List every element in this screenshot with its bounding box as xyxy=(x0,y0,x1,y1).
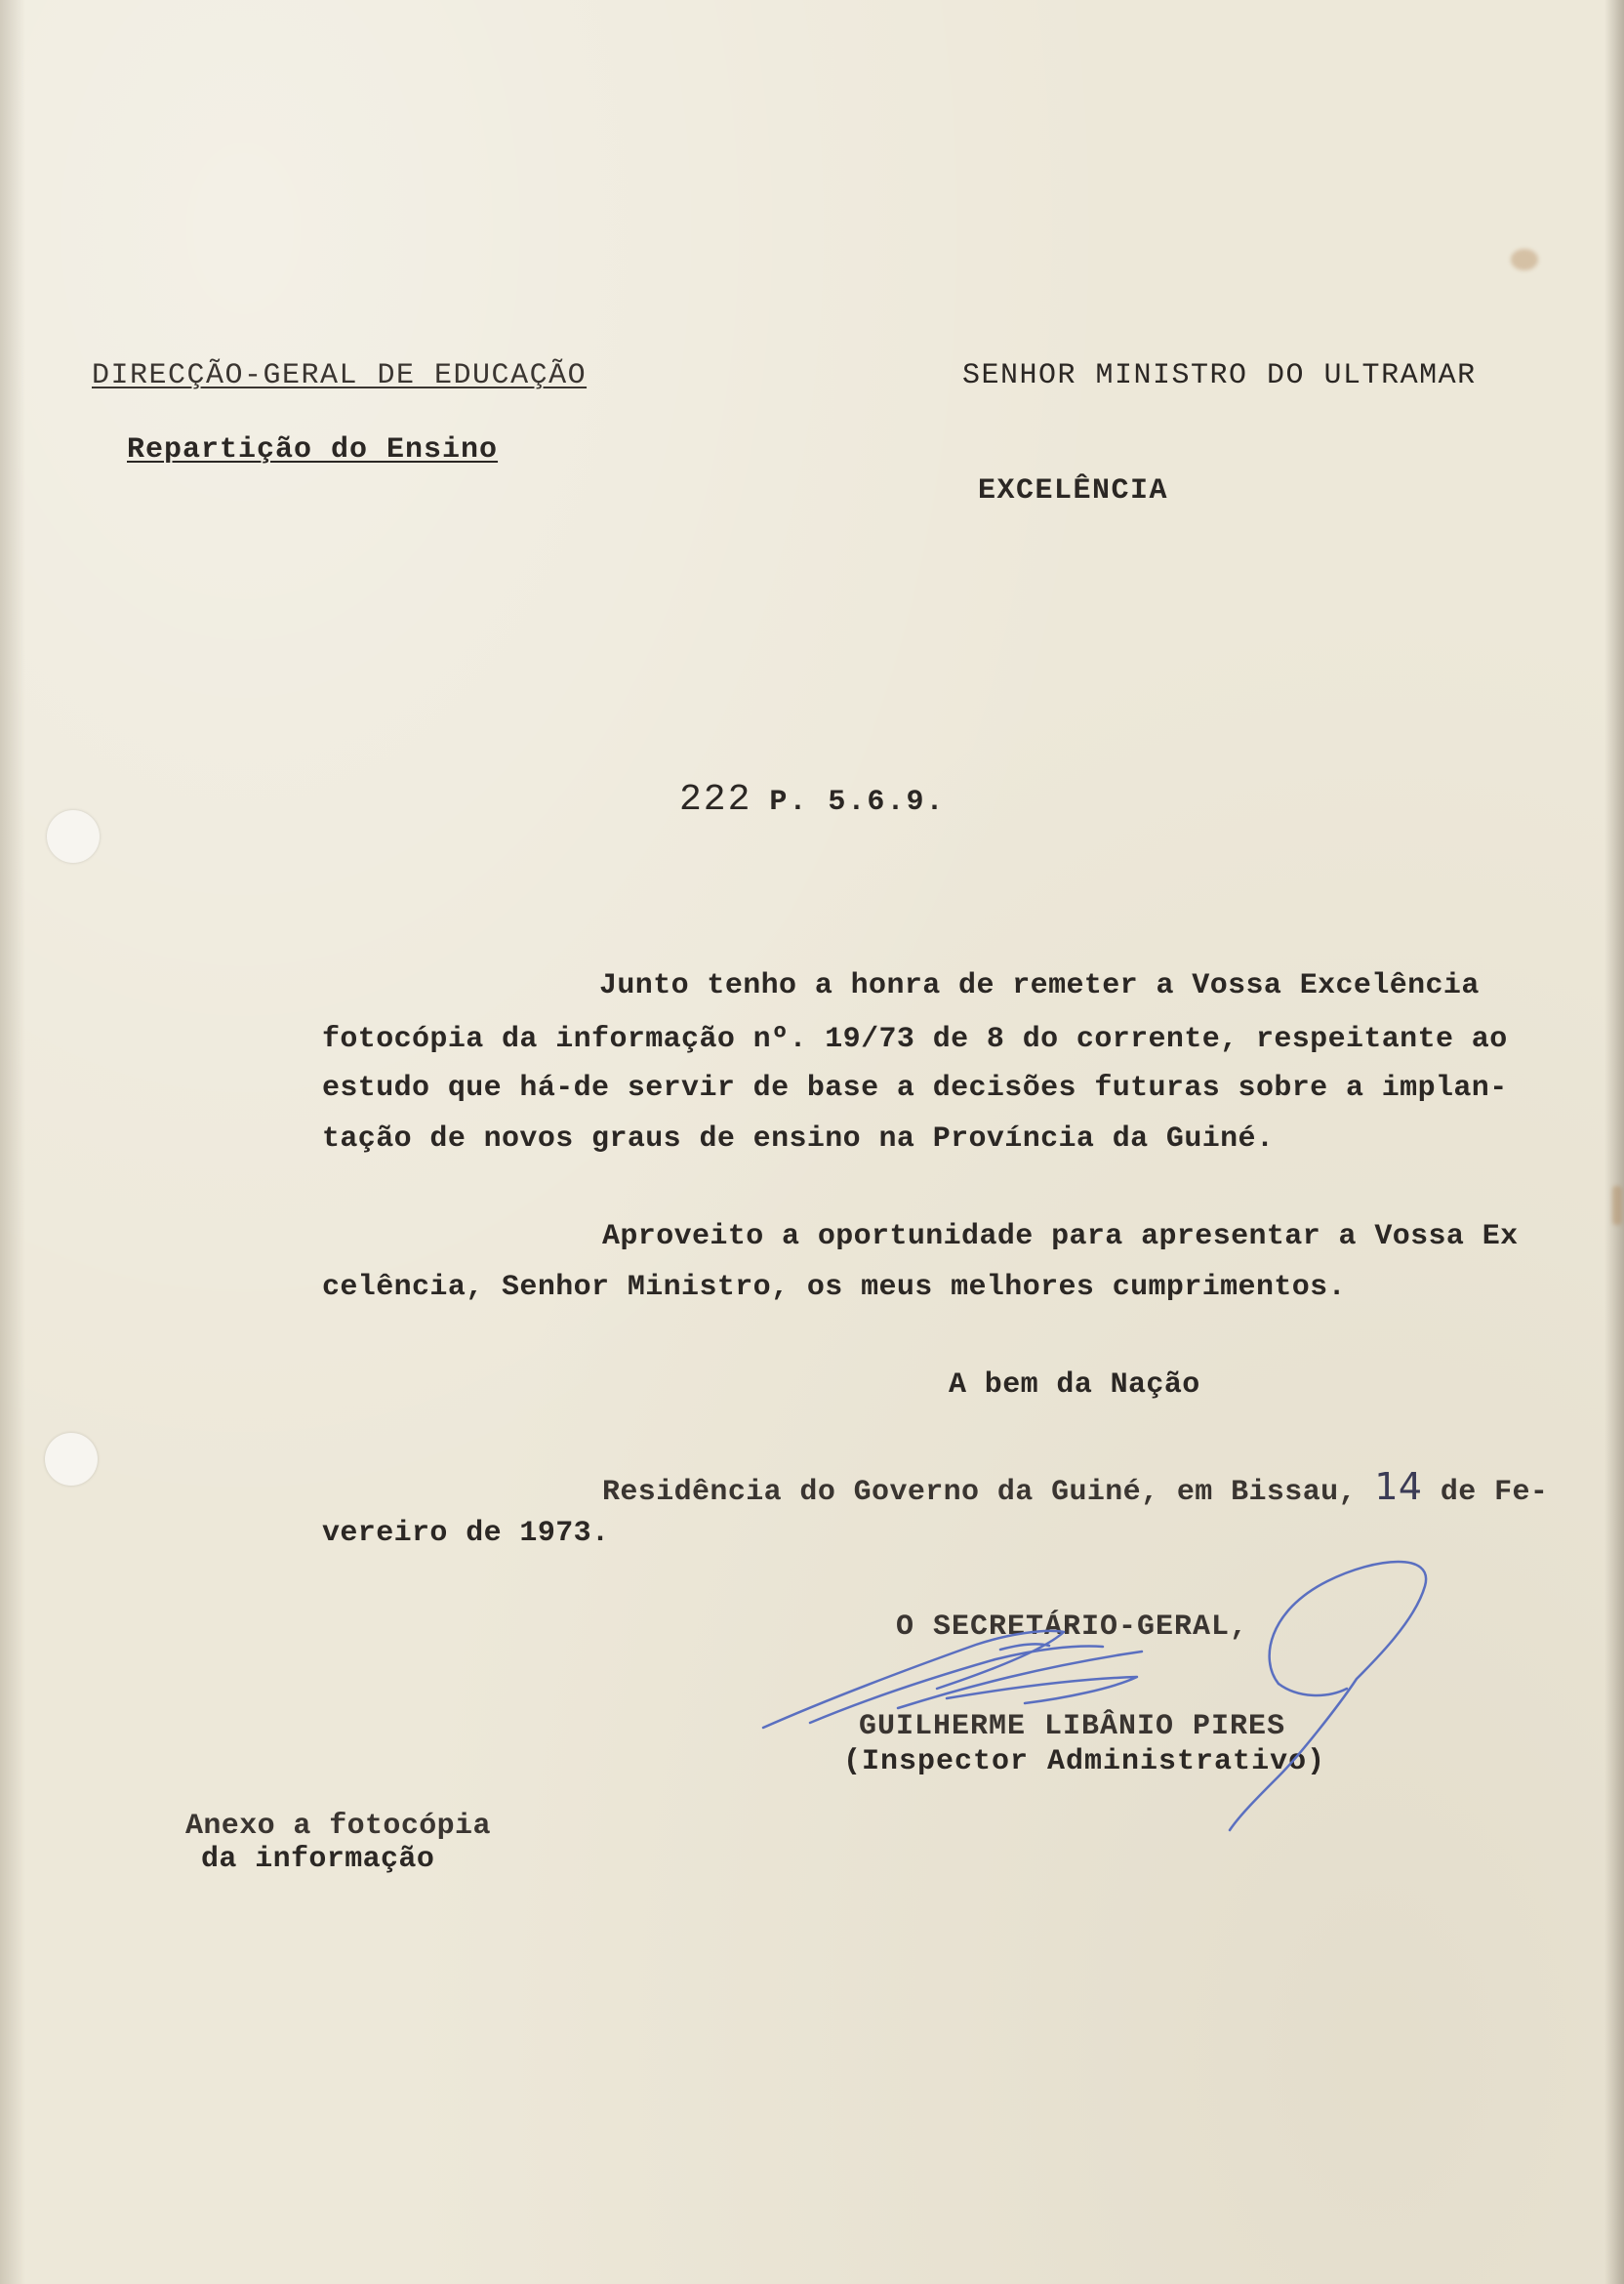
place-date-suffix: de Fe- xyxy=(1440,1476,1549,1509)
reference-line xyxy=(679,779,945,821)
paragraph1-line3: estudo que há-de servir de base a decisões futuras sobre a implan- xyxy=(322,1072,1508,1105)
paragraph1-line4: tação de novos graus de ensino na Província da Guiné. xyxy=(322,1122,1275,1156)
handwritten-signature xyxy=(751,1552,1454,1835)
signatory-role: (Inspector Administrativo) xyxy=(843,1745,1326,1778)
salutation-line: EXCELÊNCIA xyxy=(978,474,1169,508)
paragraph1-line2: fotocópia da informação nº. 19/73 de 8 do corrente, respeitante ao xyxy=(322,1023,1508,1056)
place-date-line2: vereiro de 1973. xyxy=(322,1517,610,1550)
reference-code: P. 5.6.9. xyxy=(769,786,946,819)
reference-number: 222 xyxy=(679,779,752,821)
paragraph2-line2: celência, Senhor Ministro, os meus melhores cumprimentos. xyxy=(322,1271,1346,1304)
annex-line1: Anexo a fotocópia xyxy=(185,1810,491,1843)
handwritten-day: 14 xyxy=(1374,1465,1423,1508)
signature-title: O SECRETÁRIO-GERAL, xyxy=(896,1611,1249,1644)
department-heading: DIRECÇÃO-GERAL DE EDUCAÇÃO xyxy=(92,359,588,392)
paper-stain xyxy=(1511,249,1538,270)
place-date-line1 xyxy=(602,1465,1549,1509)
paragraph2-line1: Aproveito a oportunidade para apresentar a Vossa Ex xyxy=(602,1220,1519,1253)
paper-right-edge xyxy=(1604,0,1624,2284)
paper-stain-edge xyxy=(1612,1186,1622,1225)
punch-hole-top xyxy=(47,810,100,863)
signatory-name: GUILHERME LIBÂNIO PIRES xyxy=(859,1710,1286,1743)
punch-hole-bottom xyxy=(45,1433,98,1486)
annex-line2: da informação xyxy=(201,1843,435,1876)
paper-left-edge xyxy=(0,0,25,2284)
paragraph1-line1: Junto tenho a honra de remeter a Vossa Excelência xyxy=(599,969,1480,1002)
section-heading: Repartição do Ensino xyxy=(127,433,499,467)
place-date-prefix: Residência do Governo da Guiné, em Bissau, xyxy=(602,1476,1357,1509)
recipient-line: SENHOR MINISTRO DO ULTRAMAR xyxy=(962,359,1477,392)
closing-line: A bem da Nação xyxy=(949,1368,1200,1402)
